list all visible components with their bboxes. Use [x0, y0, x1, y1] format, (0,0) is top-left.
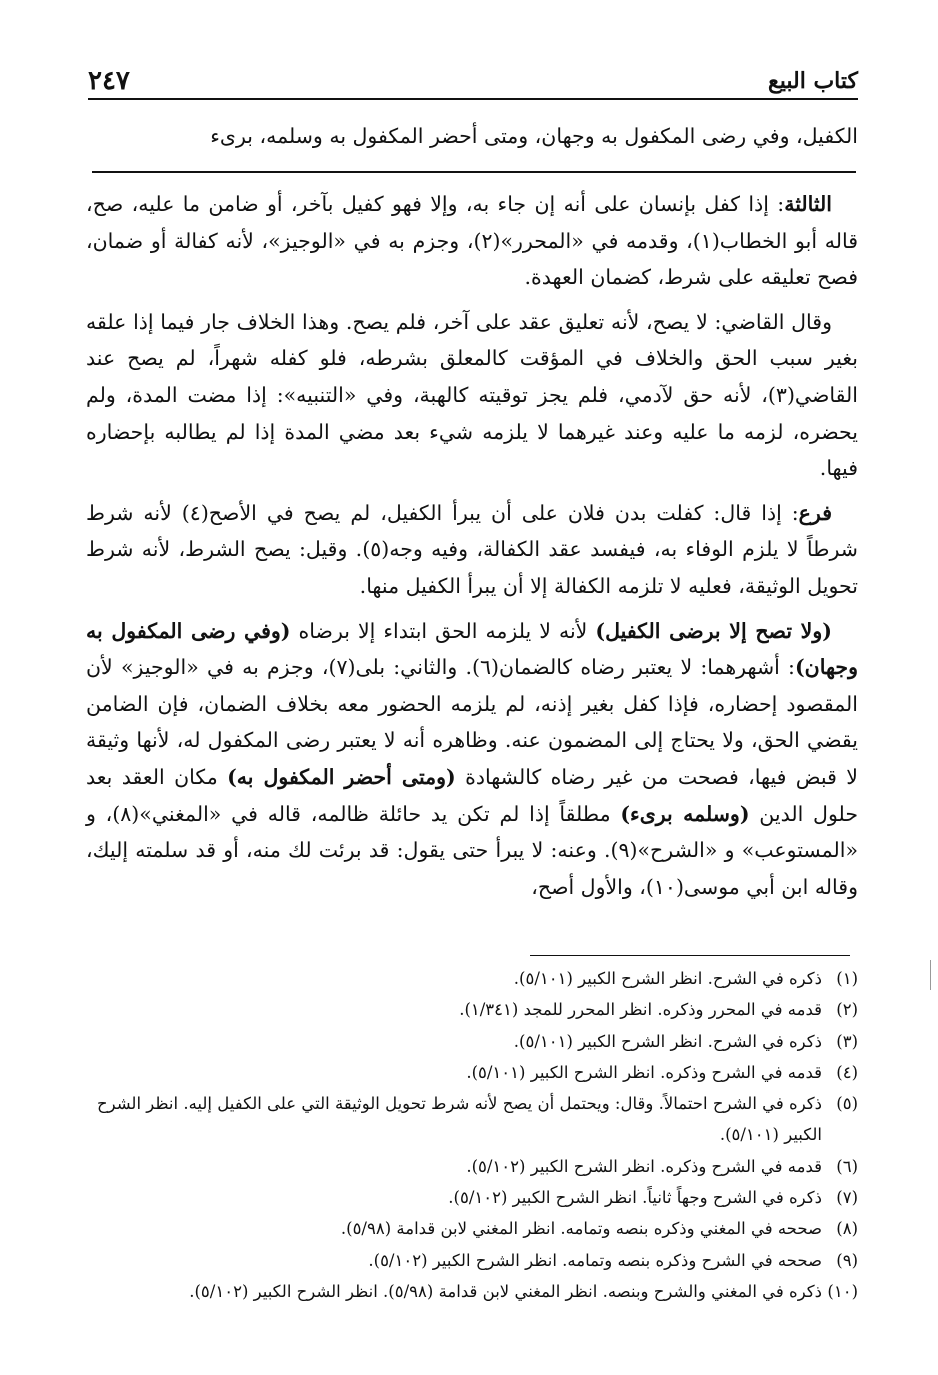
para-lead: الثالثة — [784, 192, 832, 216]
running-title: كتاب البيع — [768, 68, 858, 94]
footnote-number: (٦) — [836, 1156, 858, 1176]
footnote-separator — [530, 955, 850, 956]
commentary-text: مطلقاً إذا لم تكن يد حائلة ظالمه، قاله في «المغني»(٨)، و «المستوعب» و «الشرح»(٩). وعنه: لا يبرأ حتى يقول: قد برئت لك منه، أو قد سلمته إليك، وقاله ابن أبي موسى(١٠)، والأول أصح، — [86, 801, 858, 899]
quoted-matn: (ومتى أحضر المكفول به) — [227, 764, 456, 789]
page-header — [88, 58, 858, 100]
paragraph-thalitha — [86, 186, 858, 296]
footnote-number: (١) — [836, 969, 858, 988]
scan-margin-mark — [930, 960, 933, 990]
footnote-number: (١٠) — [827, 1281, 858, 1301]
footnote-number: (٨) — [836, 1219, 858, 1239]
footnote-text: قدمه في الشرح وذكره. انظر الشرح الكبير (٥/١٠١). — [466, 1062, 822, 1082]
footnote-text: قدمه في المحرر وذكره. انظر المحرر للمجد (١/٣٤١). — [459, 1000, 822, 1020]
footnote-number: (٤) — [836, 1062, 858, 1082]
footnote-text: ذكره في الشرح. انظر الشرح الكبير (٥/١٠١). — [513, 1031, 822, 1051]
footnote-number: (٥) — [836, 1094, 858, 1114]
footnote-number: (٢) — [836, 1000, 858, 1020]
commentary-text: : أشهرهما: لا يعتبر رضاه كالضمان(٦). والثاني: بلى(٧)، وجزم به في «الوجيز» لأن المقصود إحضاره، فإذا كفل بغير إذنه، لم يلزمه الحضور معه بخلاف الضمان، فإن الضامن يقضي الحق، ولا يحتاج إلى المضمون عنه. وظاهره أنه لا يعتبر رضى المكفول له، لأنها وثيقة لا قبض فيها، فصحت من غير رضاه كالشهادة — [86, 655, 858, 789]
matn-text: الكفيل، وفي رضى المكفول به وجهان، ومتى أحضر المكفول به وسلمه، برىء — [210, 124, 858, 148]
matn-separator — [92, 171, 856, 173]
footnote — [86, 1026, 858, 1057]
footnote — [86, 1057, 858, 1088]
paragraph-far — [86, 495, 858, 605]
footnote-text: ذكره في المغني والشرح وبنصه. انظر المغني لابن قدامة (٥/٩٨). انظر الشرح الكبير (٥/١٠٢). — [189, 1281, 822, 1301]
page-number: ٢٤٧ — [88, 66, 130, 96]
para-lead: فرع — [798, 500, 832, 525]
footnote — [86, 1088, 858, 1151]
footnote-number: (٧) — [836, 1188, 858, 1208]
main-text — [86, 186, 858, 913]
footnote — [86, 1182, 858, 1213]
commentary-text: مكان العقد بعد حلول الدين — [86, 764, 859, 826]
matn-line — [86, 118, 858, 163]
footnotes — [86, 963, 858, 1307]
paragraph-commentary — [86, 613, 858, 906]
footnote-text: ذكره في الشرح وجهاً ثانياً. انظر الشرح الكبير (٥/١٠٢). — [448, 1188, 822, 1208]
quoted-matn: (وفي رضى المكفول به وجهان) — [86, 618, 858, 680]
footnote-text: صححه في المغني وذكره بنصه وتمامه. انظر المغني لابن قدامة (٥/٩٨). — [340, 1219, 822, 1239]
footnote-number: (٣) — [836, 1031, 858, 1051]
footnote-text: ذكره في الشرح احتمالاً. وقال: ويحتمل أن يصح لأنه شرط تحويل الوثيقة التي على الكفيل إليه. انظر الشرح الكبير (٥/١٠١). — [96, 1094, 822, 1145]
footnote-text: ذكره في الشرح. انظر الشرح الكبير (٥/١٠١). — [513, 969, 822, 988]
footnote — [86, 1213, 858, 1244]
footnote-number: (٩) — [836, 1250, 858, 1270]
footnote — [86, 1276, 858, 1307]
footnote — [86, 994, 858, 1025]
quoted-matn: (ولا تصح إلا برضى الكفيل) — [595, 618, 832, 643]
footnote — [86, 1245, 858, 1276]
quoted-matn: (وسلمه برىء) — [620, 801, 750, 826]
para-text: : إذا كفل بإنسان على أنه إن جاء به، وإلا فهو كفيل بآخر، أو ضامن ما عليه، صح، قاله أبو الخطاب(١)، وقدمه في «المحرر»(٢)، وجزم به في «الوجيز»، لأنه كفالة أو ضمان، فصح تعليقه على شرط، كضمان العهدة. — [86, 192, 858, 290]
footnote-text: قدمه في الشرح وذكره. انظر الشرح الكبير (٥/١٠٢). — [466, 1156, 822, 1176]
commentary-text: لأنه لا يلزمه الحق ابتداء إلا برضاه — [290, 618, 596, 643]
para-text: : إذا قال: كفلت بدن فلان على أن يبرأ الكفيل، لم يصح في الأصح(٤) لأنه شرط شرطاً لا يلزم الوفاء به، فيفسد عقد الكفالة، وفيه وجه(٥). وقيل: يصح الشرط، لأنه شرط تحويل الوثيقة، فعليه لا تلزمه الكفالة إلا أن يبرأ الكفيل منها. — [86, 500, 858, 598]
footnote — [86, 1151, 858, 1182]
paragraph-qadi: وقال القاضي: لا يصح، لأنه تعليق عقد على آخر، فلم يصح. وهذا الخلاف جار فيما إذا علقه بغير سبب الحق والخلاف في المؤقت كالمعلق بشرطه، فلو كفله شهراً، لم يصح عند القاضي(٣)، لأنه حق لآدمي، فلم يجز توقيته كالهبة، وفي «التنبيه»: إذا مضت المدة، ولم يحضره، لزمه ما عليه وعند غيرهما لا يلزمه شيء بعد مضي المدة إذا لم يطالبه بإحضاره فيها. — [86, 309, 858, 481]
footnote-text: صححه في الشرح وذكره بنصه وتمامه. انظر الشرح الكبير (٥/١٠٢). — [368, 1250, 822, 1270]
footnote — [86, 963, 858, 994]
